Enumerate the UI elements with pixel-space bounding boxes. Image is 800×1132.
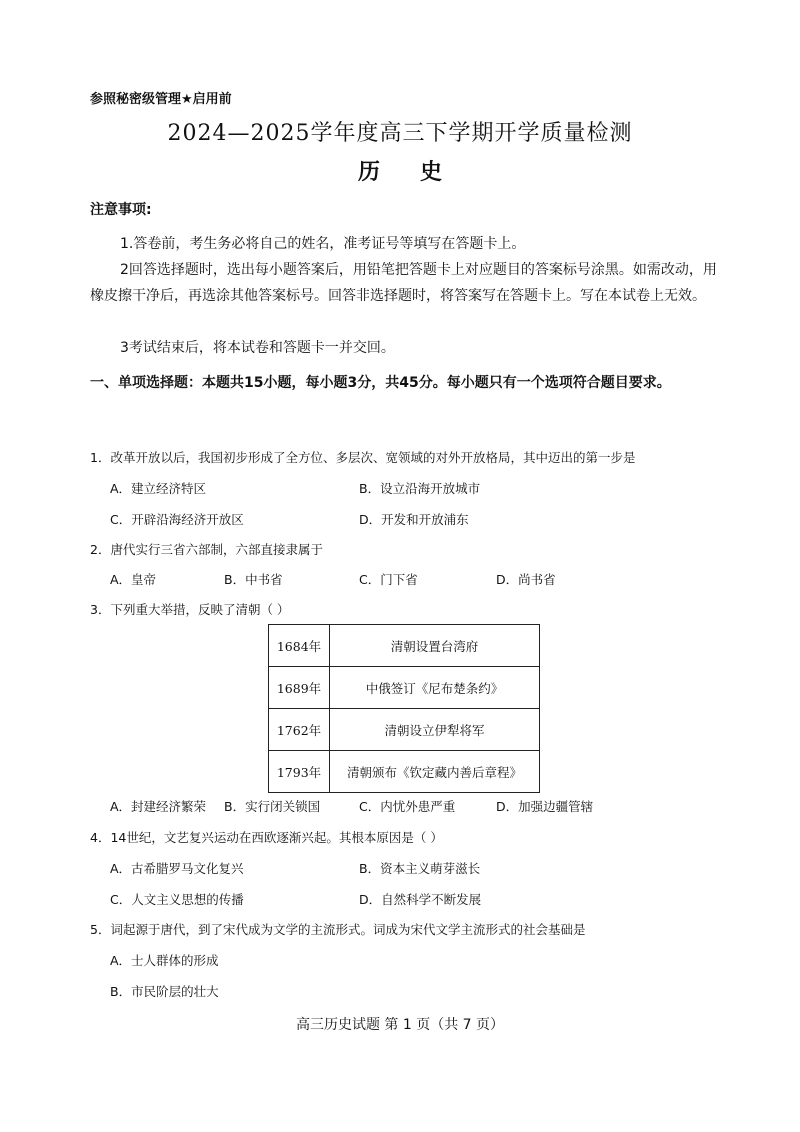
table-row — [269, 709, 540, 751]
note-item-3: 3考试结束后，将本试卷和答题卡一并交回。 — [120, 340, 395, 356]
question-5-option-b: B．市民阶层的壮大 — [110, 984, 219, 999]
question-3-option-b: B．实行闭关锁国 — [224, 799, 321, 814]
question-4-option-b: B．资本主义萌芽滋长 — [359, 861, 481, 876]
question-4-option-d: D．自然科学不断发展 — [359, 892, 482, 907]
question-3-option-a: A．封建经济繁荣 — [110, 799, 207, 814]
question-3-stem: 3．下列重大举措，反映了清朝（ ） — [90, 602, 290, 617]
question-1-option-c: C．开辟沿海经济开放区 — [110, 512, 244, 527]
table-year: 1689年 — [269, 667, 330, 709]
question-1-stem: 1．改革开放以后，我国初步形成了全方位、多层次、宽领域的对外开放格局，其中迈出的第一步是 — [90, 450, 636, 465]
question-1-option-d: D．开发和开放浦东 — [359, 512, 469, 527]
question-4-option-c: C．人文主义思想的传播 — [110, 892, 244, 907]
question-3-table — [268, 624, 540, 793]
table-year: 1793年 — [269, 751, 330, 793]
notes-heading: 注意事项: — [90, 202, 152, 218]
question-1-option-b: B．设立沿海开放城市 — [359, 481, 481, 496]
question-2-stem: 2．唐代实行三省六部制，六部直接隶属于 — [90, 542, 323, 557]
question-2-option-a: A．皇帝 — [110, 572, 157, 587]
question-3-option-d: D．加强边疆管辖 — [496, 799, 594, 814]
question-4-stem: 4．14世纪，文艺复兴运动在西欧逐渐兴起。其根本原因是（ ） — [90, 830, 443, 845]
table-event: 清朝设置台湾府 — [330, 625, 540, 667]
question-4-option-a: A．古希腊罗马文化复兴 — [110, 861, 244, 876]
table-row — [269, 751, 540, 793]
question-2-option-d: D．尚书省 — [496, 572, 556, 587]
exam-title: 2024—2025学年度高三下学期开学质量检测 — [167, 121, 633, 146]
subject-title — [0, 155, 800, 186]
page-footer: 高三历史试题 第 1 页（共 7 页） — [295, 1017, 505, 1033]
question-5-stem: 5．词起源于唐代，到了宋代成为文学的主流形式。词成为宋代文学主流形式的社会基础是 — [90, 922, 586, 937]
secret-label: 参照秘密级管理★启用前 — [90, 92, 232, 107]
question-2-option-b: B．中书省 — [224, 572, 283, 587]
section-heading: 一、单项选择题：本题共15小题，每小题3分，共45分。每小题只有一个选项符合题目要求。 — [90, 375, 671, 391]
question-1-option-a: A．建立经济特区 — [110, 481, 207, 496]
table-event: 清朝设立伊犁将军 — [330, 709, 540, 751]
table-row — [269, 625, 540, 667]
table-row — [269, 667, 540, 709]
question-2-option-c: C．门下省 — [359, 572, 418, 587]
question-5-option-a: A．士人群体的形成 — [110, 953, 219, 968]
subject-char-2: 史 — [420, 159, 443, 185]
table-year: 1762年 — [269, 709, 330, 751]
subject-char-1: 历 — [357, 159, 380, 185]
table-event: 清朝颁布《钦定藏内善后章程》 — [330, 751, 540, 793]
note-item-2: 2回答选择题时，选出每小题答案后，用铅笔把答题卡上对应题目的答案标号涂黑。如需改动，用橡皮擦干净后，再选涂其他答案标号。回答非选择题时，将答案写在答题卡上。写在本试卷上无效。 — [90, 262, 717, 304]
question-3-option-c: C．内忧外患严重 — [359, 799, 456, 814]
table-year: 1684年 — [269, 625, 330, 667]
note-item-1: 1.答卷前，考生务必将自己的姓名，准考证号等填写在答题卡上。 — [120, 236, 526, 252]
table-event: 中俄签订《尼布楚条约》 — [330, 667, 540, 709]
